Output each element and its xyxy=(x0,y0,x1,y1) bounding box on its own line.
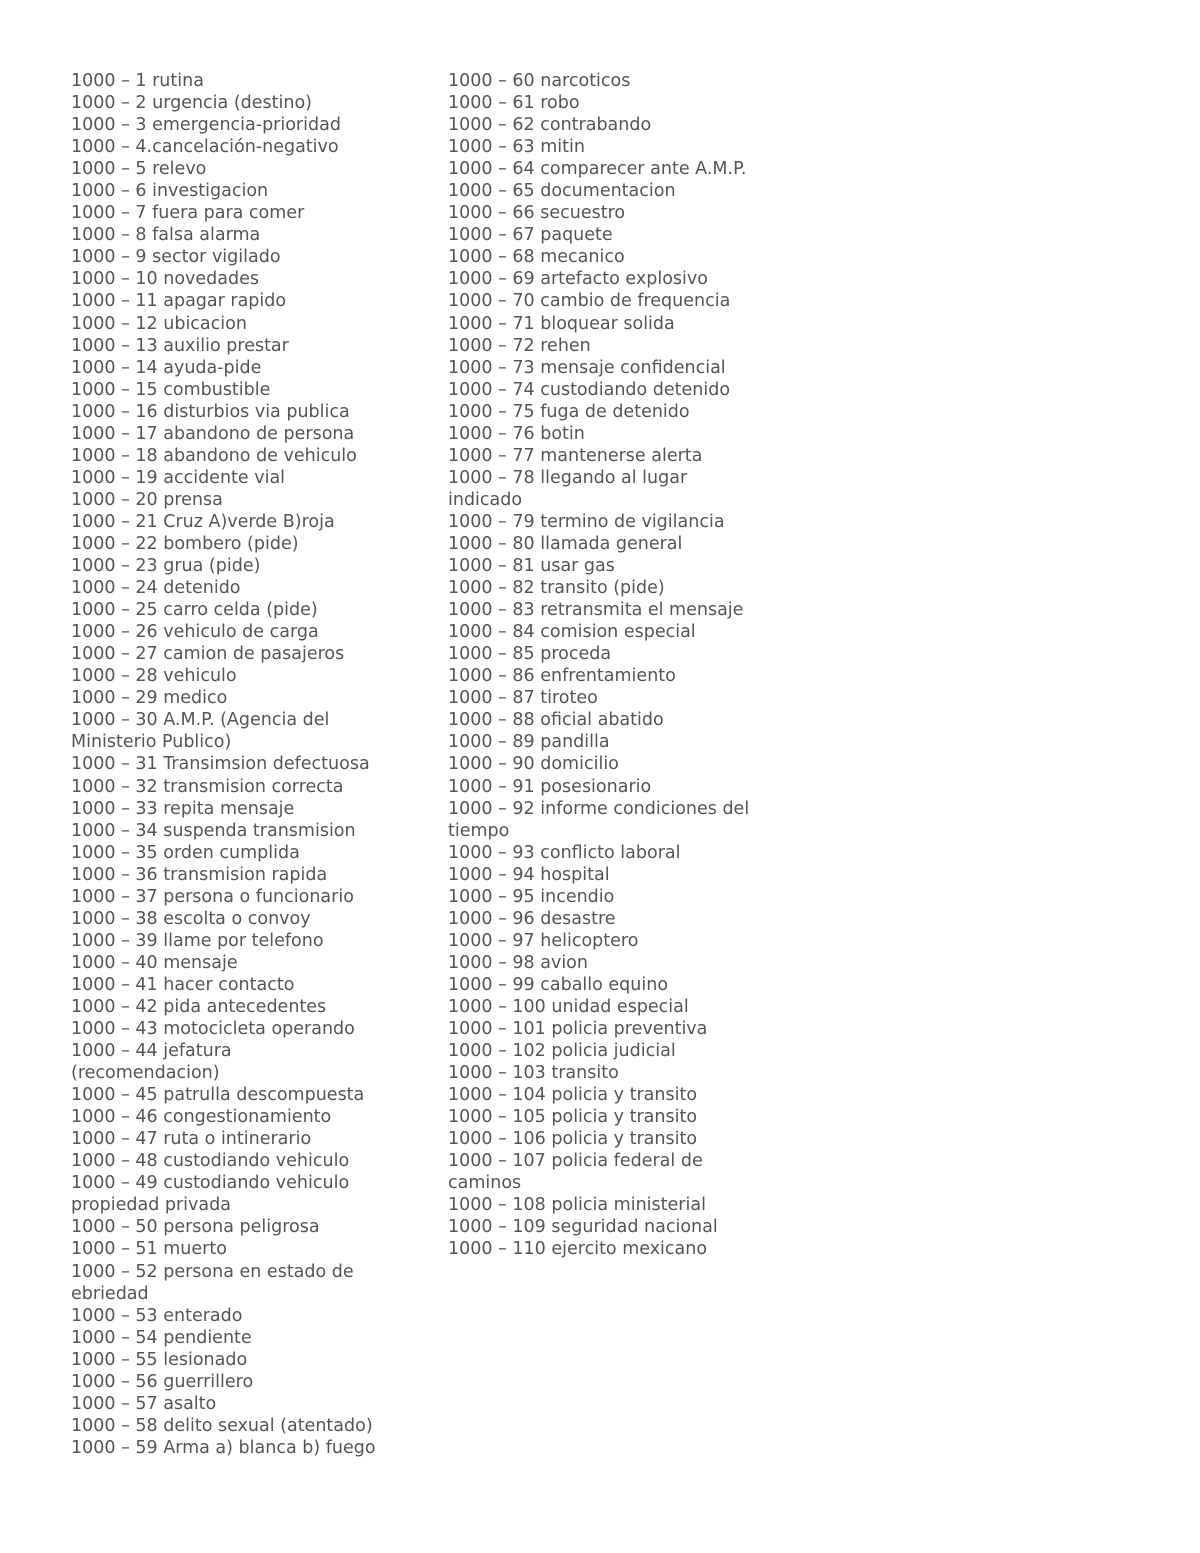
code-entry: 1000 – 86 enfrentamiento xyxy=(448,666,676,687)
code-entry: 1000 – 59 Arma a) blanca b) fuego xyxy=(71,1437,376,1458)
code-entry: 1000 – 17 abandono de persona xyxy=(71,423,355,444)
code-entry: 1000 – 31 Transimsion defectuosa xyxy=(71,754,370,775)
code-entry: 1000 – 83 retransmita el mensaje xyxy=(448,600,744,621)
code-entry: 1000 – 84 comision especial xyxy=(448,622,696,643)
code-entry: 1000 – 108 policia ministerial xyxy=(448,1195,706,1216)
code-entry: 1000 – 61 robo xyxy=(448,93,580,114)
code-entry: 1000 – 78 llegando al lugar indicado xyxy=(448,467,688,510)
code-entry: 1000 – 96 desastre xyxy=(448,908,616,929)
code-entry: 1000 – 41 hacer contacto xyxy=(71,974,295,995)
code-entry: 1000 – 14 ayuda-pide xyxy=(71,357,262,378)
code-entry: 1000 – 62 contrabando xyxy=(448,115,652,136)
code-entry: 1000 – 45 patrulla descompuesta xyxy=(71,1085,365,1106)
code-entry: 1000 – 25 carro celda (pide) xyxy=(71,600,318,621)
code-entry: 1000 – 33 repita mensaje xyxy=(71,798,295,819)
code-entry: 1000 – 36 transmision rapida xyxy=(71,864,328,885)
code-entry: 1000 – 4.cancelación-negativo xyxy=(71,137,339,158)
code-entry: 1000 – 82 transito (pide) xyxy=(448,578,665,599)
code-entry: 1000 – 70 cambio de frequencia xyxy=(448,291,731,312)
code-entry: 1000 – 65 documentacion xyxy=(448,181,676,202)
code-entry: 1000 – 37 persona o funcionario xyxy=(71,886,354,907)
code-list-right-column xyxy=(448,70,758,1261)
code-entry: 1000 – 81 usar gas xyxy=(448,556,615,577)
code-entry: 1000 – 38 escolta o convoy xyxy=(71,908,311,929)
code-entry: 1000 – 69 artefacto explosivo xyxy=(448,269,708,290)
code-entry: 1000 – 106 policia y transito xyxy=(448,1129,698,1150)
code-entry: 1000 – 94 hospital xyxy=(448,864,610,885)
code-entry: 1000 – 27 camion de pasajeros xyxy=(71,644,345,665)
code-entry: 1000 – 104 policia y transito xyxy=(448,1085,698,1106)
code-entry: 1000 – 43 motocicleta operando xyxy=(71,1019,355,1040)
code-entry: 1000 – 101 policia preventiva xyxy=(448,1019,708,1040)
code-entry: 1000 – 64 comparecer ante A.M.P. xyxy=(448,159,747,180)
code-entry: 1000 – 3 emergencia-prioridad xyxy=(71,115,341,136)
code-entry: 1000 – 19 accidente vial xyxy=(71,467,286,488)
code-entry: 1000 – 75 fuga de detenido xyxy=(448,401,690,422)
code-entry: 1000 – 12 ubicacion xyxy=(71,313,247,334)
code-entry: 1000 – 73 mensaje confidencial xyxy=(448,357,726,378)
code-entry: 1000 – 110 ejercito mexicano xyxy=(448,1239,708,1260)
code-entry: 1000 – 30 A.M.P. (Agencia del Ministerio Publico) xyxy=(71,710,330,753)
code-entry: 1000 – 48 custodiando vehiculo xyxy=(71,1151,350,1172)
code-entry: 1000 – 93 conflicto laboral xyxy=(448,842,681,863)
code-entry: 1000 – 51 muerto xyxy=(71,1239,227,1260)
code-entry: 1000 – 11 apagar rapido xyxy=(71,291,287,312)
code-entry: 1000 – 49 custodiando vehiculo propiedad privada xyxy=(71,1173,350,1216)
code-entry: 1000 – 77 mantenerse alerta xyxy=(448,445,703,466)
code-entry: 1000 – 1 rutina xyxy=(71,71,204,91)
code-entry: 1000 – 109 seguridad nacional xyxy=(448,1217,718,1238)
code-entry: 1000 – 99 caballo equino xyxy=(448,974,669,995)
code-entry: 1000 – 63 mitin xyxy=(448,137,585,158)
code-entry: 1000 – 2 urgencia (destino) xyxy=(71,93,312,114)
code-entry: 1000 – 100 unidad especial xyxy=(448,996,689,1017)
code-entry: 1000 – 40 mensaje xyxy=(71,952,238,973)
code-entry: 1000 – 10 novedades xyxy=(71,269,259,290)
code-entry: 1000 – 72 rehen xyxy=(448,335,591,356)
code-entry: 1000 – 68 mecanico xyxy=(448,247,625,268)
code-entry: 1000 – 34 suspenda transmision xyxy=(71,820,356,841)
code-entry: 1000 – 44 jefatura (recomendacion) xyxy=(71,1041,232,1084)
code-entry: 1000 – 18 abandono de vehiculo xyxy=(71,445,357,466)
code-entry: 1000 – 54 pendiente xyxy=(71,1327,252,1348)
code-entry: 1000 – 9 sector vigilado xyxy=(71,247,281,268)
code-entry: 1000 – 60 narcoticos xyxy=(448,71,631,91)
code-entry: 1000 – 76 botin xyxy=(448,423,585,444)
code-entry: 1000 – 87 tiroteo xyxy=(448,688,598,709)
code-entry: 1000 – 42 pida antecedentes xyxy=(71,996,327,1017)
code-entry: 1000 – 13 auxilio prestar xyxy=(71,335,289,356)
code-entry: 1000 – 80 llamada general xyxy=(448,533,683,554)
code-entry: 1000 – 6 investigacion xyxy=(71,181,269,202)
code-entry: 1000 – 66 secuestro xyxy=(448,203,626,224)
code-entry: 1000 – 29 medico xyxy=(71,688,228,709)
code-entry: 1000 – 89 pandilla xyxy=(448,732,610,753)
code-entry: 1000 – 98 avion xyxy=(448,952,588,973)
code-entry: 1000 – 90 domicilio xyxy=(448,754,619,775)
code-entry: 1000 – 16 disturbios via publica xyxy=(71,401,350,422)
code-entry: 1000 – 105 policia y transito xyxy=(448,1107,698,1128)
code-entry: 1000 – 74 custodiando detenido xyxy=(448,379,731,400)
code-entry: 1000 – 47 ruta o intinerario xyxy=(71,1129,312,1150)
code-entry: 1000 – 102 policia judicial xyxy=(448,1041,676,1062)
code-entry: 1000 – 52 persona en estado de ebriedad xyxy=(71,1261,354,1304)
code-entry: 1000 – 107 policia federal de caminos xyxy=(448,1151,703,1194)
code-entry: 1000 – 79 termino de vigilancia xyxy=(448,511,725,532)
code-entry: 1000 – 85 proceda xyxy=(448,644,612,665)
code-entry: 1000 – 50 persona peligrosa xyxy=(71,1217,320,1238)
code-entry: 1000 – 56 guerrillero xyxy=(71,1371,254,1392)
code-entry: 1000 – 92 informe condiciones del tiempo xyxy=(448,798,750,841)
code-list-left-column xyxy=(71,70,381,1459)
code-entry: 1000 – 24 detenido xyxy=(71,578,241,599)
code-entry: 1000 – 46 congestionamiento xyxy=(71,1107,332,1128)
code-entry: 1000 – 55 lesionado xyxy=(71,1349,248,1370)
code-entry: 1000 – 53 enterado xyxy=(71,1305,243,1326)
code-entry: 1000 – 103 transito xyxy=(448,1063,619,1084)
code-entry: 1000 – 58 delito sexual (atentado) xyxy=(71,1415,373,1436)
code-entry: 1000 – 32 transmision correcta xyxy=(71,776,344,797)
code-entry: 1000 – 21 Cruz A)verde B)roja xyxy=(71,511,335,532)
code-entry: 1000 – 35 orden cumplida xyxy=(71,842,300,863)
code-entry: 1000 – 67 paquete xyxy=(448,225,613,246)
code-entry: 1000 – 28 vehiculo xyxy=(71,666,237,687)
code-entry: 1000 – 71 bloquear solida xyxy=(448,313,675,334)
code-entry: 1000 – 88 oficial abatido xyxy=(448,710,664,731)
code-entry: 1000 – 20 prensa xyxy=(71,489,223,510)
code-entry: 1000 – 22 bombero (pide) xyxy=(71,533,299,554)
code-entry: 1000 – 91 posesionario xyxy=(448,776,652,797)
code-entry: 1000 – 15 combustible xyxy=(71,379,271,400)
code-entry: 1000 – 97 helicoptero xyxy=(448,930,639,951)
code-entry: 1000 – 5 relevo xyxy=(71,159,207,180)
code-entry: 1000 – 8 falsa alarma xyxy=(71,225,261,246)
code-entry: 1000 – 23 grua (pide) xyxy=(71,556,261,577)
code-entry: 1000 – 95 incendio xyxy=(448,886,615,907)
code-entry: 1000 – 57 asalto xyxy=(71,1393,217,1414)
code-entry: 1000 – 26 vehiculo de carga xyxy=(71,622,319,643)
code-entry: 1000 – 39 llame por telefono xyxy=(71,930,324,951)
code-entry: 1000 – 7 fuera para comer xyxy=(71,203,305,224)
